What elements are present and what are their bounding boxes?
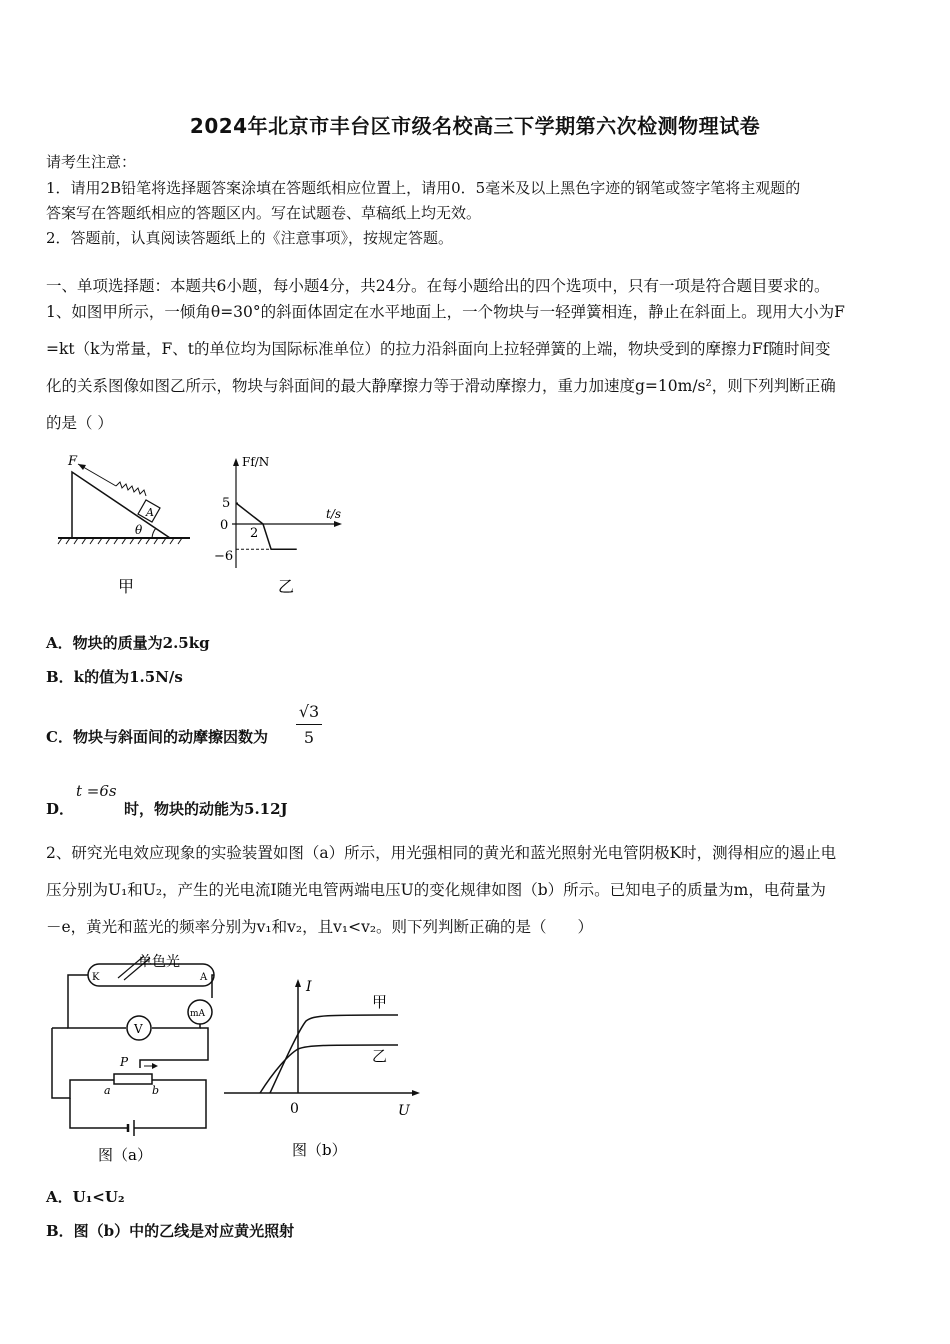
q1-option-c-numerator: √3 — [298, 702, 320, 721]
y-axis-label: Ff/N — [242, 455, 270, 469]
q1-option-d-prefix: D． — [46, 800, 75, 818]
q2-option-a[interactable]: A．U₁<U₂ — [46, 1188, 125, 1206]
notice-line-2: 答案写在答题纸相应的答题区内。写在试题卷、草稿纸上均无效。 — [46, 204, 482, 222]
page-title: 2024年北京市丰台区市级名校高三下学期第六次检测物理试卷 — [189, 114, 761, 138]
tick-2: 2 — [250, 526, 259, 541]
fraction-bar — [296, 724, 322, 725]
force-label: F — [68, 454, 78, 469]
q1-line-4: 的是（ ） — [46, 414, 113, 432]
q1-option-d-math: t =6s — [76, 782, 117, 800]
q2-line-3: －e，黄光和蓝光的频率分别为v₁和v₂，且v₁<v₂。则下列判断正确的是（ ） — [46, 918, 594, 936]
x-axis-label: t/s — [326, 507, 342, 521]
q1-option-c[interactable]: C．物块与斜面间的动摩擦因数为 — [46, 728, 268, 746]
q1-line-2: =kt（k为常量，F、t的单位均为国际标准单位）的拉力沿斜面向上拉轻弹簧的上端，物块受到的摩擦力Ff随时间变 — [46, 340, 831, 358]
origin-label: 0 — [290, 1101, 299, 1117]
q1-option-d-rest: 时，物块的动能为5.12J — [124, 800, 288, 818]
voltmeter-label: V — [134, 1022, 143, 1036]
q2-option-b[interactable]: B．图（b）中的乙线是对应黄光照射 — [46, 1222, 295, 1240]
milliammeter-label: mA — [190, 1009, 206, 1019]
theta-label: θ — [135, 523, 143, 537]
caption-b: 图（b） — [292, 1141, 347, 1159]
rheostat-b-label: b — [152, 1084, 160, 1097]
q1-line-3: 化的关系图像如图乙所示，物块与斜面间的最大静摩擦力等于滑动摩擦力，重力加速度g=10m/s²，则下列判断正确 — [46, 377, 836, 395]
slider-p-label: P — [120, 1055, 129, 1069]
q1-figure-incline — [56, 452, 196, 602]
q1-line-1: 1、如图甲所示，一倾角θ=30°的斜面体固定在水平地面上，一个物块与一轻弹簧相连，静止在斜面上。现用大小为F — [46, 303, 845, 321]
caption-jia: 甲 — [118, 577, 135, 596]
rheostat — [114, 1074, 152, 1084]
section-heading: 一、单项选择题：本题共6小题，每小题4分，共24分。在每小题给出的四个选项中，只有一项是符合题目要求的。 — [46, 277, 830, 295]
q1-option-b[interactable]: B．k的值为1.5N/s — [46, 668, 183, 686]
ff-series-line — [236, 503, 297, 549]
caption-yi: 乙 — [278, 577, 295, 596]
label-yi: 乙 — [372, 1047, 388, 1065]
label-jia: 甲 — [372, 993, 388, 1011]
q2-figure-iu-chart — [222, 975, 422, 1165]
q1-option-a[interactable]: A．物块的质量为2.5kg — [46, 634, 210, 652]
q1-figure-ff-chart — [210, 450, 360, 602]
tick-5: 5 — [222, 496, 231, 511]
rheostat-a-label: a — [104, 1084, 111, 1097]
i-axis-label: I — [306, 979, 312, 995]
light-label: 单色光 — [138, 954, 180, 970]
q2-line-2: 压分别为U₁和U₂，产生的光电流I随光电管两端电压U的变化规律如图（b）所示。已知电子的质量为m，电荷量为 — [46, 881, 826, 899]
cathode-label: K — [92, 972, 100, 983]
caption-a: 图（a） — [98, 1146, 152, 1164]
tick-minus6: −6 — [214, 549, 234, 564]
tick-0: 0 — [220, 518, 229, 533]
q1-option-d[interactable] — [46, 798, 288, 819]
spring — [116, 482, 146, 496]
q1-option-c-denominator: 5 — [303, 728, 315, 747]
q2-figure-circuit — [40, 950, 220, 1170]
block-label: A — [146, 506, 154, 519]
notice-line-3: 2．答题前，认真阅读答题纸上的《注意事项》，按规定答题。 — [46, 229, 454, 247]
q2-line-1: 2、研究光电效应现象的实验装置如图（a）所示，用光强相同的黄光和蓝光照射光电管阴极K时，测得相应的遏止电 — [46, 844, 837, 862]
anode-label: A — [200, 972, 208, 983]
notice-heading: 请考生注意： — [46, 153, 137, 171]
notice-line-1: 1．请用2B铅笔将选择题答案涂填在答题纸相应位置上，请用0．5毫米及以上黑色字迹的钢笔或签字笔将主观题的 — [46, 179, 801, 197]
u-axis-label: U — [398, 1103, 410, 1119]
